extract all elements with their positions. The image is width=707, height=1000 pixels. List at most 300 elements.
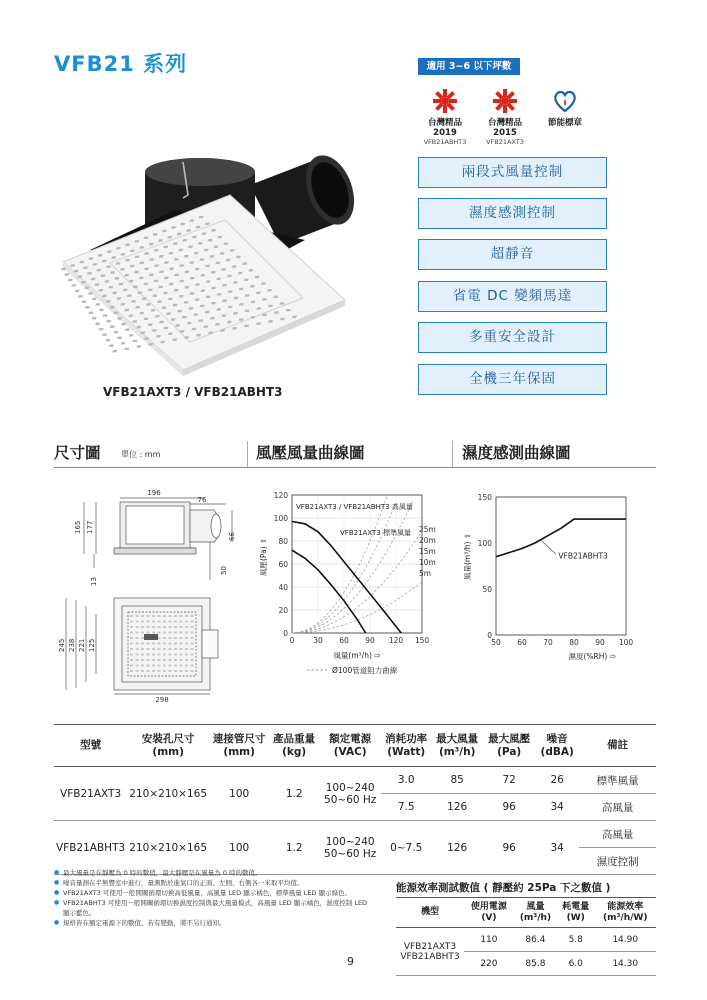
- grille-vent-slot: [83, 266, 88, 268]
- grille-vent-slot: [136, 659, 139, 661]
- grille-vent-slot: [203, 326, 208, 328]
- grille-vent-slot: [149, 258, 154, 260]
- grille-vent-slot: [220, 329, 225, 331]
- dimension-drawing: [54, 480, 244, 705]
- grille-vent-slot: [143, 237, 148, 239]
- award-label: 台灣精品: [427, 118, 462, 128]
- grille-vent-slot: [152, 626, 155, 628]
- grille-vent-slot: [185, 626, 188, 628]
- grille-vent-slot: [102, 334, 107, 336]
- grille-vent-slot: [191, 648, 194, 650]
- grille-vent-slot: [163, 670, 166, 672]
- grille-vent-slot: [169, 626, 172, 628]
- grille-vent-slot: [190, 277, 195, 279]
- grille-vent-slot: [248, 269, 253, 271]
- grille-vent-slot: [141, 643, 144, 645]
- grille-vent-slot: [120, 253, 125, 255]
- grille-vent-slot: [180, 648, 183, 650]
- grille-vent-slot: [217, 293, 222, 295]
- header-flow-text: 最大風量 (m³/h): [436, 732, 479, 758]
- cell-pressure: 96: [483, 794, 535, 821]
- grille-vent-slot: [227, 275, 232, 277]
- cell-eff-ratio: 14.30: [594, 952, 656, 976]
- cell-model: VFB21ABHT3: [54, 821, 127, 875]
- grille-vent-slot: [201, 232, 206, 234]
- grille-vent-slot: [189, 292, 194, 294]
- grille-vent-slot: [185, 670, 188, 672]
- grille-vent-slot: [121, 323, 126, 325]
- grille-vent-slot: [110, 271, 115, 273]
- dim-76: 76: [197, 496, 207, 504]
- grille-vent-slot: [117, 337, 122, 339]
- grille-vent-slot: [135, 256, 140, 258]
- grille-vent-slot: [221, 315, 226, 317]
- cell-power: [319, 767, 381, 821]
- grille-vent-slot: [163, 626, 166, 628]
- grille-vent-slot: [141, 665, 144, 667]
- cell-eff-flow: 86.4: [514, 928, 557, 952]
- award-label: 節能標章: [547, 118, 582, 128]
- grille-vent-slot: [81, 281, 86, 283]
- grille-vent-slot: [180, 621, 183, 623]
- resistance-curve-label: 25m: [419, 525, 436, 534]
- grille-vent-slot: [169, 621, 172, 623]
- grille-vent-slot: [141, 659, 144, 661]
- page-number: 9: [347, 955, 354, 968]
- grille-vent-slot: [185, 648, 188, 650]
- section-dimension-title: 尺寸圖: [54, 444, 101, 462]
- grille-vent-slot: [158, 286, 163, 288]
- feature-dc-motor: 省電 DC 變頻馬達: [418, 281, 607, 312]
- grille-vent-slot: [245, 294, 250, 296]
- grille-vent-slot: [144, 252, 149, 254]
- series-label: VFB21AXT3 / VFB21ABHT3 高風量: [296, 503, 413, 511]
- grille-vent-slot: [148, 323, 153, 325]
- grille-vent-slot: [100, 275, 105, 277]
- award-model: VFB21AXT3: [486, 138, 524, 146]
- cell-eff-model: [396, 928, 464, 976]
- grille-vent-slot: [130, 637, 133, 639]
- grille-vent-slot: [149, 274, 154, 276]
- grille-vent-slot: [180, 615, 183, 617]
- grille-vent-slot: [132, 320, 137, 322]
- grille-vent-slot: [152, 632, 155, 634]
- cell-power-text: 100~240 50~60 Hz: [324, 781, 377, 806]
- grille-vent-slot: [217, 236, 222, 238]
- grille-vent-slot: [68, 279, 73, 281]
- grille-vent-slot: [130, 659, 133, 661]
- footnote-item: ● VFB21AXT3 可使用一般開關循環切換高低風量，高風量 LED 顯示橘色，標準風量 LED 顯示綠色。: [54, 888, 374, 898]
- grille-vent-slot: [78, 295, 83, 297]
- grille-vent-slot: [174, 615, 177, 617]
- award-year: 2019: [433, 128, 457, 138]
- grille-vent-slot: [92, 317, 97, 319]
- header-power-text: 額定電源 (VAC): [329, 732, 372, 758]
- table-row: [54, 767, 656, 794]
- grille-vent-slot: [292, 316, 297, 318]
- grille-vent-slot: [143, 283, 148, 285]
- page-title: VFB21 系列: [54, 52, 188, 76]
- grille-vent-slot: [141, 670, 144, 672]
- grille-vent-slot: [155, 315, 160, 317]
- grille-vent-slot: [115, 262, 120, 264]
- grille-vent-slot: [268, 320, 273, 322]
- grille-vent-slot: [250, 301, 255, 303]
- grille-vent-slot: [177, 310, 182, 312]
- grille-vent-slot: [180, 632, 183, 634]
- grille-vent-slot: [206, 296, 211, 298]
- grille-vent-slot: [191, 626, 194, 628]
- grille-vent-slot: [191, 637, 194, 639]
- grille-vent-slot: [179, 280, 184, 282]
- grille-vent-slot: [172, 338, 177, 340]
- grille-vent-slot: [147, 654, 150, 656]
- grille-vent-slot: [244, 278, 249, 280]
- grille-vent-slot: [191, 615, 194, 617]
- grille-vent-slot: [64, 273, 69, 275]
- feature-safety: 多重安全設計: [418, 322, 607, 353]
- grille-vent-slot: [153, 233, 158, 235]
- grille-vent-slot: [174, 626, 177, 628]
- grille-vent-slot: [191, 632, 194, 634]
- feature-humidity-sensor: 濕度感測控制: [418, 198, 607, 229]
- grille-vent-slot: [141, 632, 144, 634]
- header-eff-watt-text: 耗電量 (W): [562, 901, 590, 923]
- grille-vent-slot: [174, 665, 177, 667]
- plot-frame: [496, 497, 626, 635]
- x-tick-label: 120: [388, 636, 404, 645]
- dim-13: 13: [90, 577, 98, 586]
- grille-vent-slot: [228, 306, 233, 308]
- grille-vent-slot: [139, 246, 144, 248]
- grille-vent-slot: [158, 621, 161, 623]
- cell-power-text: 100~240 50~60 Hz: [324, 835, 377, 860]
- grille-vent-slot: [132, 340, 137, 342]
- grille-vent-slot: [199, 216, 204, 218]
- header-eff-watt: [557, 898, 594, 928]
- grille-vent-slot: [75, 290, 80, 292]
- resistance-curve: [292, 582, 422, 633]
- grille-vent-slot: [152, 659, 155, 661]
- footnotes: [54, 868, 374, 928]
- grille-vent-slot: [171, 226, 176, 228]
- grille-vent-slot: [128, 315, 133, 317]
- grille-vent-slot: [103, 314, 108, 316]
- grille-vent-slot: [211, 302, 216, 304]
- grille-vent-slot: [163, 246, 168, 248]
- grille-vent-slot: [141, 621, 144, 623]
- cell-eff-flow: 85.8: [514, 952, 557, 976]
- resistance-curve-label: 15m: [419, 547, 436, 556]
- grille-vent-slot: [95, 303, 100, 305]
- grille-vent-slot: [186, 229, 191, 231]
- grille-vent-slot: [168, 298, 173, 300]
- grille-vent-slot: [210, 317, 215, 319]
- grille-vent-slot: [211, 271, 216, 273]
- grille-vent-slot: [198, 242, 203, 244]
- grille-vent-slot: [127, 294, 132, 296]
- cell-flow: 126: [431, 794, 483, 821]
- grille-vent-slot: [286, 309, 291, 311]
- grille-vent-slot: [125, 259, 130, 261]
- grille-vent-slot: [163, 292, 168, 294]
- grille-vent-slot: [182, 316, 187, 318]
- grille-vent-slot: [136, 632, 139, 634]
- grille-vent-slot: [180, 643, 183, 645]
- cell-noise: 34: [535, 821, 579, 875]
- grille-vent-slot: [180, 330, 185, 332]
- grille-vent-slot: [280, 318, 285, 320]
- grille-vent-slot: [98, 254, 103, 256]
- table-row: [396, 928, 656, 952]
- grille-vent-slot: [200, 289, 205, 291]
- grille-vent-slot: [136, 670, 139, 672]
- award-energy-label: [530, 88, 600, 128]
- grille-vent-slot: [214, 246, 219, 248]
- grille-vent-slot: [180, 654, 183, 656]
- grille-vent-slot: [174, 670, 177, 672]
- efficiency-table: [396, 897, 656, 976]
- y-axis-label: 風壓(Pa) ⇧: [259, 537, 268, 576]
- grille-vent-slot: [136, 621, 139, 623]
- grille-vent-slot: [148, 289, 153, 291]
- y-tick-label: 150: [477, 493, 492, 502]
- grille-vent-slot: [163, 327, 168, 329]
- grille-vent-slot: [268, 305, 273, 307]
- grille-vent-slot: [134, 240, 139, 242]
- grille-vent-slot: [182, 239, 187, 241]
- grille-vent-slot: [279, 302, 284, 304]
- grille-vent-slot: [179, 295, 184, 297]
- grille-vent-slot: [152, 670, 155, 672]
- grille-vent-slot: [160, 341, 165, 343]
- grille-vent-slot: [143, 318, 148, 320]
- cell-pipe: 100: [209, 767, 269, 821]
- grille-vent-slot: [184, 271, 189, 273]
- cell-eff-watt: 5.8: [557, 928, 594, 952]
- grille-vent-slot: [169, 632, 172, 634]
- footnote-item: ● 規格皆在額定電源下的數值，若有變動，將不另行通知。: [54, 918, 374, 928]
- grille-vent-slot: [230, 249, 235, 251]
- grille-vent-slot: [136, 637, 139, 639]
- grille-vent-slot: [168, 333, 173, 335]
- x-tick-label: 70: [543, 638, 553, 647]
- section-dimension-unit: 單位 : mm: [121, 450, 161, 459]
- grille-vent-slot: [180, 626, 183, 628]
- grille-vent-slot: [111, 256, 116, 258]
- header-weight: [269, 725, 319, 767]
- y-tick-label: 100: [273, 514, 288, 523]
- grille-vent-slot: [261, 282, 266, 284]
- grille-vent-slot: [233, 297, 238, 299]
- grille-vent-slot: [134, 271, 139, 273]
- grille-vent-slot: [156, 335, 161, 337]
- grille-vent-slot: [163, 648, 166, 650]
- grille-vent-slot: [236, 256, 241, 258]
- grille-vent-slot: [174, 621, 177, 623]
- header-pressure-text: 最大風壓 (Pa): [488, 732, 531, 758]
- grille-vent-slot: [106, 266, 111, 268]
- grille-vent-slot: [199, 258, 204, 260]
- feature-warranty: 全機三年保固: [418, 364, 607, 395]
- grille-vent-slot: [239, 288, 244, 290]
- grille-vent-slot: [226, 259, 231, 261]
- footnote-item: ● 噪音量測在半無響室中進行，量測點於進氣口的正面、左側、右側各一米取平均值。: [54, 878, 374, 888]
- grille-vent-slot: [174, 648, 177, 650]
- cell-noise: 34: [535, 794, 579, 821]
- grille-vent-slot: [180, 665, 183, 667]
- resistance-curve-label: 5m: [419, 569, 432, 578]
- grille-vent-slot: [187, 322, 192, 324]
- resistance-curve-label: 10m: [419, 558, 436, 567]
- footnote-item: ● VFB21ABHT3 可使用一般開關循環切換濕度控制與最大風量模式，高風量 LED 顯示橘色，濕度控制 LED 顯示藍色。: [54, 898, 374, 918]
- grille-vent-slot: [107, 250, 112, 252]
- grille-vent-slot: [158, 626, 161, 628]
- cell-flow: 85: [431, 767, 483, 794]
- grille-vent-slot: [206, 280, 211, 282]
- grille-vent-slot: [92, 263, 97, 265]
- y-axis-label: 風量(m³/h) ⇧: [463, 532, 472, 580]
- grille-vent-slot: [180, 637, 183, 639]
- grille-vent-slot: [117, 317, 122, 319]
- grille-vent-slot: [120, 303, 125, 305]
- grille-vent-slot: [77, 275, 82, 277]
- grille-vent-slot: [194, 252, 199, 254]
- header-noise-text: 噪音 (dBA): [540, 732, 574, 758]
- grille-vent-slot: [144, 268, 149, 270]
- cell-eff-voltage: 110: [464, 928, 514, 952]
- grille-vent-slot: [174, 637, 177, 639]
- grille-vent-slot: [147, 626, 150, 628]
- grille-vent-slot: [167, 236, 172, 238]
- grille-vent-slot: [130, 632, 133, 634]
- grille-vent-slot: [130, 654, 133, 656]
- grille-vent-slot: [130, 648, 133, 650]
- grille-vent-slot: [239, 303, 244, 305]
- grille-vent-slot: [220, 252, 225, 254]
- grille-vent-slot: [169, 654, 172, 656]
- resistance-curve-label: 20m: [419, 536, 436, 545]
- y-tick-label: 0: [283, 629, 288, 638]
- grille-vent-slot: [147, 643, 150, 645]
- grille-vent-slot: [163, 615, 166, 617]
- header-eff-model: 機型: [396, 898, 464, 928]
- y-tick-label: 50: [482, 585, 492, 594]
- grille-vent-slot: [130, 621, 133, 623]
- grille-vent-slot: [110, 306, 115, 308]
- grille-vent-slot: [189, 261, 194, 263]
- grille-vent-slot: [205, 265, 210, 267]
- cell-pressure: 72: [483, 767, 535, 794]
- grille-vent-slot: [114, 277, 119, 279]
- grille-vent-slot: [169, 637, 172, 639]
- grille-vent-slot: [242, 262, 247, 264]
- header-eff-voltage-text: 使用電源 (V): [470, 901, 507, 923]
- series-leader-line: [540, 539, 556, 554]
- x-axis-label: 濕度(%RH) ⇨: [568, 652, 616, 661]
- dim-50: 50: [220, 566, 228, 575]
- grille-vent-slot: [169, 268, 174, 270]
- grille-vent-slot: [166, 312, 171, 314]
- grille-vent-slot: [180, 659, 183, 661]
- grille-vent-slot: [136, 615, 139, 617]
- grille-vent-slot: [256, 292, 261, 294]
- grille-vent-slot: [129, 280, 134, 282]
- grille-vent-slot: [169, 670, 172, 672]
- grille-vent-slot: [152, 295, 157, 297]
- grille-vent-slot: [140, 332, 145, 334]
- series-line: [292, 550, 366, 633]
- grille-vent-slot: [205, 311, 210, 313]
- header-eff-flow: [514, 898, 557, 928]
- cell-pipe: 100: [209, 821, 269, 875]
- section-separator: [247, 441, 248, 467]
- dim-125: 125: [88, 638, 96, 652]
- efficiency-title: 能源效率測試數值 ( 靜壓約 25Pa 下之數值 ): [396, 882, 611, 894]
- grille-vent-slot: [173, 242, 178, 244]
- grille-vent-slot: [152, 648, 155, 650]
- cell-watt: 7.5: [381, 794, 431, 821]
- header-eff-voltage: [464, 898, 514, 928]
- switch-slot: [144, 634, 158, 640]
- grille-vent-slot: [125, 328, 130, 330]
- grille-vent-slot: [136, 654, 139, 656]
- grille-vent-slot: [215, 323, 220, 325]
- grille-vent-slot: [200, 305, 205, 307]
- grille-vent-slot: [158, 665, 161, 667]
- grille-vent-slot: [116, 297, 121, 299]
- grille-vent-slot: [74, 270, 79, 272]
- grille-vent-slot: [222, 299, 227, 301]
- grille-vent-slot: [158, 654, 161, 656]
- grille-vent-slot: [131, 300, 136, 302]
- grille-vent-slot: [154, 280, 159, 282]
- grille-vent-slot: [102, 260, 107, 262]
- cell-weight: 1.2: [269, 767, 319, 821]
- taiwan-excellence-icon: [432, 88, 458, 114]
- grille-vent-slot: [81, 301, 86, 303]
- grille-vent-slot: [139, 262, 144, 264]
- legend-resistance-label: Ø100管道阻力曲線: [332, 666, 398, 675]
- grille-vent-slot: [211, 287, 216, 289]
- grille-vent-slot: [170, 318, 175, 320]
- grille-vent-slot: [136, 648, 139, 650]
- grille-vent-slot: [85, 306, 90, 308]
- grille-vent-slot: [245, 310, 250, 312]
- grille-vent-slot: [183, 301, 188, 303]
- grille-vent-slot: [136, 326, 141, 328]
- grille-vent-slot: [88, 292, 93, 294]
- grille-vent-slot: [256, 322, 261, 324]
- grille-vent-slot: [106, 320, 111, 322]
- x-tick-label: 50: [491, 638, 501, 647]
- grille-vent-slot: [106, 300, 111, 302]
- grille-vent-slot: [239, 318, 244, 320]
- grille-vent-slot: [152, 643, 155, 645]
- y-tick-label: 100: [477, 539, 492, 548]
- grille-vent-slot: [244, 325, 249, 327]
- grille-vent-slot: [188, 307, 193, 309]
- grille-vent-slot: [96, 269, 101, 271]
- header-eff-ratio-text: 能源效率 (m³/h/W): [602, 901, 648, 923]
- dim-245: 245: [58, 638, 66, 652]
- grille-vent-slot: [185, 643, 188, 645]
- header-noise: [535, 725, 579, 767]
- cell-eff-model-text: VFB21AXT3 VFB21ABHT3: [400, 941, 460, 962]
- room-size-badge: 適用 3~6 以下坪數: [418, 58, 520, 75]
- grille-vent-slot: [163, 621, 166, 623]
- header-hole: [127, 725, 209, 767]
